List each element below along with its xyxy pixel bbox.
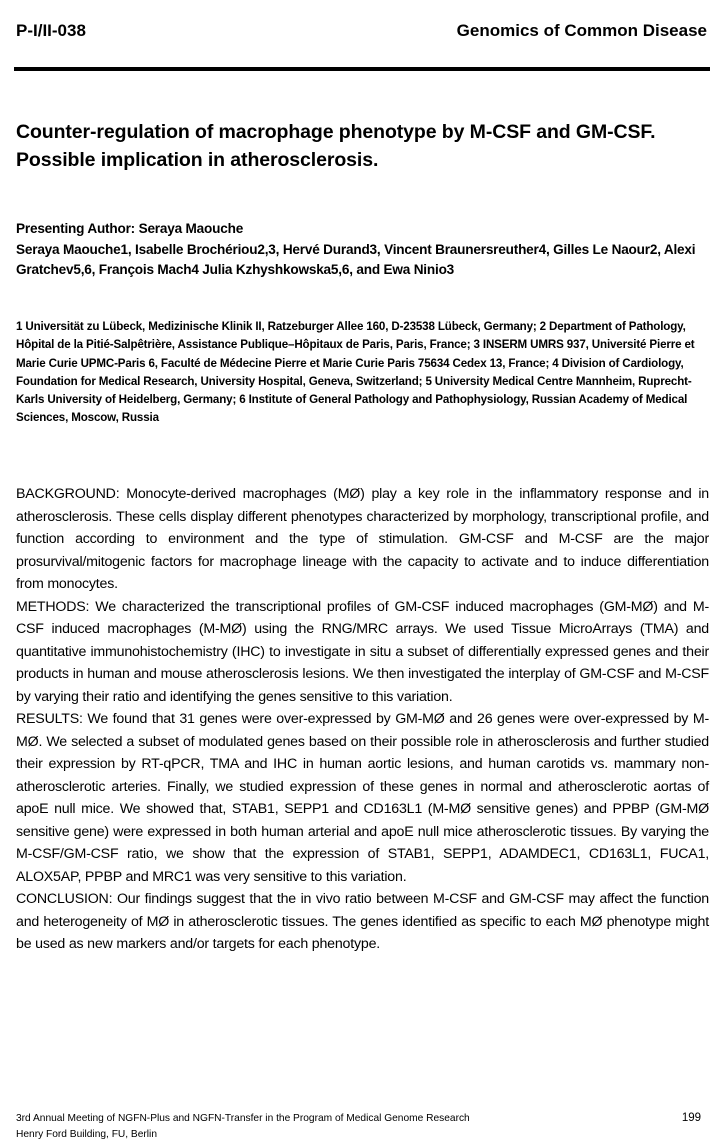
conclusion-paragraph: CONCLUSION: Our findings suggest that the in vivo ratio between M-CSF and GM-CSF may affect the function and heterogeneity of MØ in atherosclerotic tissues. The genes identified as specific to each MØ phenotype might be used as new markers and/or targets for each phenotype. [16, 891, 709, 952]
meeting-name: 3rd Annual Meeting of NGFN-Plus and NGFN-Transfer in the Program of Medical Genome Research [16, 1113, 470, 1124]
section-title: Genomics of Common Disease [456, 21, 707, 40]
page-number: 199 [681, 1112, 701, 1124]
abstract-title: Counter-regulation of macrophage phenotype by M-CSF and GM-CSF. Possible implication in atherosclerosis. [16, 121, 656, 171]
methods-paragraph: METHODS: We characterized the transcriptional profiles of GM-CSF induced macrophages (GM-MØ) and M-CSF induced macrophages (M-MØ) using the RNG/MRC arrays. We used Tissue MicroArrays (TMA) and quantitative immunohistochemistry (IHC) to investigate in situ a subset of differentially expressed genes and their products in human and mouse atherosclerosis lesions. We then investigated the interplay of GM-CSF and M-CSF by varying their ratio and identifying the genes sensitive to this variation. [16, 598, 709, 705]
meeting-venue: Henry Ford Building, FU, Berlin [16, 1128, 157, 1140]
presenting-author: Presenting Author: Seraya Maouche [16, 221, 244, 236]
header-divider [14, 67, 710, 71]
author-list: Seraya Maouche1, Isabelle Brochériou2,3, Hervé Durand3, Vincent Braunersreuther4, Gilles Le Naour2, Alexi Gratchev5,6, François Mach4 Julia Kzhyshkowska5,6, and Ewa Ninio3 [16, 241, 696, 277]
page-footer [16, 1111, 701, 1142]
background-paragraph: BACKGROUND: Monocyte-derived macrophages (MØ) play a key role in the inflammatory response and in atherosclerosis. These cells display different phenotypes characterized by morphology, transcriptional profile, and function according to environment and the type of stimulation. GM-CSF and M-CSF are the major prosurvival/mitogenic factors for macrophage lineage with the capacity to activate and to induce differentiation from monocytes. [16, 486, 709, 592]
affiliations: 1 Universität zu Lübeck, Medizinische Klinik II, Ratzeburger Allee 160, D-23538 Lübeck, Germany; 2 Department of Pathology, Hôpital de la Pitié-Salpêtrière, Assistance Publique–Hôpitaux de Paris, Paris, France; 3 INSERM UMRS 937, Université Pierre et Marie Curie UPMC-Paris 6, Faculté de Médecine Pierre et Marie Curie Paris 75634 Cedex 13, France; 4 Division of Cardiology, Foundation for Medical Research, University Hospital, Geneva, Switzerland; 5 University Medical Centre Mannheim, Ruprecht-Karls University of Heidelberg, Germany; 6 Institute of General Pathology and Pathophysiology, Russian Academy of Medical Sciences, Moscow, Russia [16, 320, 695, 425]
abstract-body [16, 483, 709, 956]
author-block [16, 219, 709, 281]
results-paragraph: RESULTS: We found that 31 genes were over-expressed by GM-MØ and 26 genes were over-expressed by M-MØ. We selected a subset of modulated genes based on their possible role in atherosclerosis and further studied their expression by RT-qPCR, TMA and IHC in human aortic lesions, and human carotids vs. mammary non-atherosclerotic arteries. Finally, we studied expression of these genes in normal and atherosclerotic aortas of apoE null mice. We showed that, STAB1, SEPP1 and CD163L1 (M-MØ sensitive genes) and PPBP (GM-MØ sensitive gene) were expressed in both human arterial and apoE null mice atherosclerotic tissues. By varying the M-CSF/GM-CSF ratio, we show that the expression of STAB1, SEPP1, ADAMDEC1, CD163L1, FUCA1, ALOX5AP, PPBP and MRC1 was very sensitive to this variation. [16, 711, 709, 885]
abstract-code: P-I/II-038 [16, 21, 86, 40]
page-header [16, 18, 707, 44]
